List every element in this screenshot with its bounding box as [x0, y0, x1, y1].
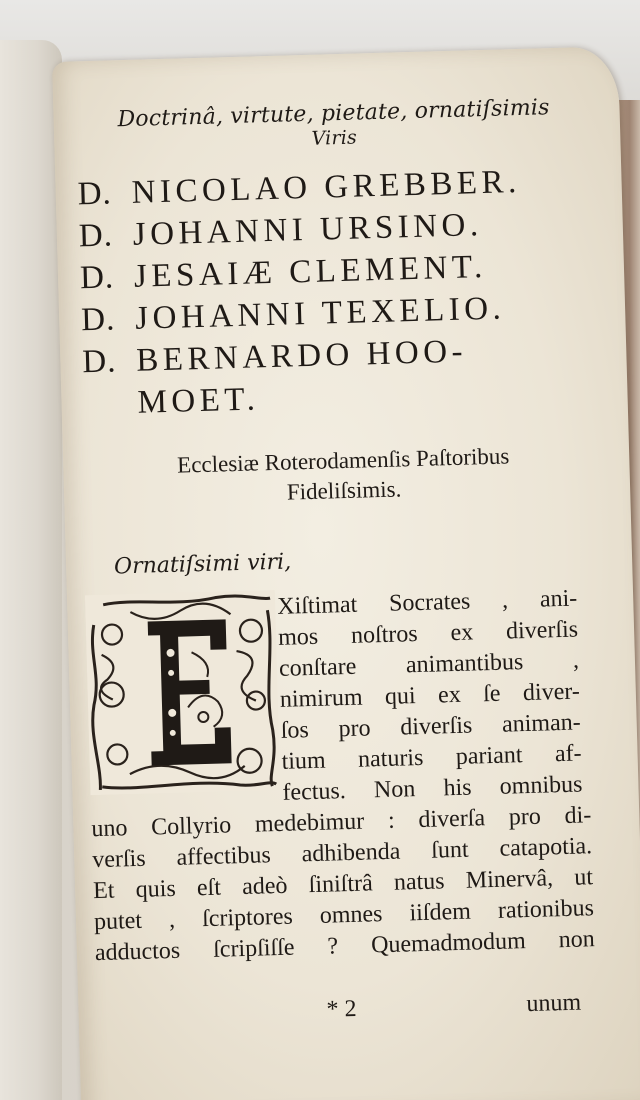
dedicatee-name: NICOLAO GREBBER.	[131, 163, 522, 211]
dedicatee-prefix: D.	[78, 217, 114, 255]
paragraph-beside-initial	[277, 584, 583, 809]
decorated-initial	[85, 590, 281, 795]
dedicatee-list	[77, 159, 604, 425]
dedicatee-prefix: D.	[80, 301, 116, 339]
text-line: tium naturis pariant af-	[281, 740, 582, 775]
text-line: mos noſtros ex diverſis	[277, 616, 579, 651]
signature-mark: * 2	[326, 995, 357, 1023]
dedication-heading	[53, 94, 614, 158]
dedicatee-prefix: D.	[77, 175, 113, 213]
text-line: nimirum qui ex ſe diver-	[279, 678, 581, 713]
dedicatee-name: JESAIÆ CLEMENT.	[133, 248, 488, 295]
dedication-line-1: Doctrinâ, virtute, pietate, ornatiſsimis	[117, 95, 550, 133]
text-line: Et quis eſt adeò ſiniſtrâ natus Minervâ, ut	[92, 864, 594, 905]
text-line: verſis affectibus adhibenda ſunt catapotia.	[91, 833, 593, 874]
text-line: Xiſtimat Socrates , ani-	[276, 585, 578, 620]
dedicatee-name: JOHANNI URSINO.	[132, 207, 484, 253]
decorated-initial-e-icon	[85, 590, 281, 795]
church-dedication	[63, 438, 624, 514]
text-line: uno Collyrio medebimur : diverſa pro di-	[91, 802, 592, 843]
catchword: unum	[526, 989, 582, 1018]
dedicatee-5-continuation: MOET.	[137, 381, 260, 421]
text-line: ſos pro diverſis animan-	[280, 709, 582, 744]
text-line: adductos ſcripſiſſe ? Quemadmodum non	[94, 926, 596, 967]
dedicatee-prefix: D.	[81, 343, 117, 381]
dedicatee-name: BERNARDO HOO-	[135, 333, 468, 379]
church-line-2: Fideliſsimis.	[286, 476, 402, 505]
dedication-line-2: Viris	[311, 126, 358, 150]
text-line: conſtare animantibus ,	[278, 647, 580, 682]
paragraph-full-width	[91, 800, 595, 969]
page-footer	[78, 989, 598, 1023]
dedicatee-name: JOHANNI TEXELIO.	[134, 290, 506, 337]
church-line-1: Ecclesiæ Roterodamenſis Paſtoribus	[176, 443, 510, 478]
salutation: Ornatiſsimi viri,	[113, 549, 292, 580]
book-page	[52, 46, 640, 1100]
text-line: putet , ſcriptores omnes iiſdem rationibus	[93, 895, 595, 936]
dedicatee-prefix: D.	[79, 259, 115, 297]
facing-leaf	[0, 40, 62, 1100]
text-line: fectus. Non his omnibus	[282, 771, 583, 806]
